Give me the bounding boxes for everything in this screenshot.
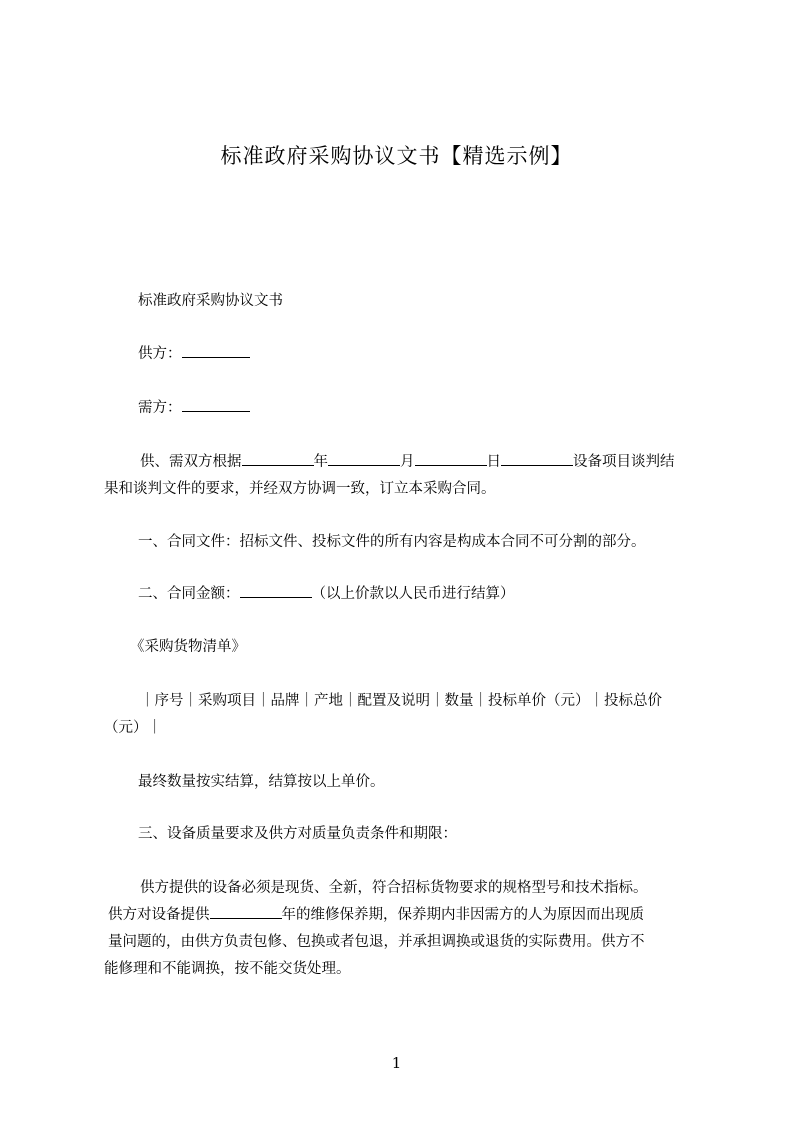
- quality-line-2: [104, 902, 708, 929]
- page-number: 1: [391, 1054, 402, 1072]
- maintenance-years-blank: [210, 904, 282, 919]
- intro-text: 供、需双方根据: [140, 454, 242, 470]
- quality-text: 供方对设备提供: [108, 907, 210, 923]
- table-header-line-1: ｜序号｜采购项目｜品牌｜产地｜配置及说明｜数量｜投标单价（元）｜投标总价: [140, 693, 662, 709]
- clause-2: [104, 581, 738, 608]
- quality-text-2: 年的维修保养期，保养期内非因需方的人为原因而出现质: [281, 907, 644, 923]
- quality-line-4: 能修理和不能调换，按不能交货处理。: [104, 961, 351, 977]
- buyer-label: 需方：: [138, 400, 182, 416]
- intro-text-2: 设备项目谈判结: [573, 454, 675, 470]
- intro-blank-3: [415, 451, 487, 466]
- supplier-blank: [182, 343, 250, 358]
- final-note: 最终数量按实结算，结算按以上单价。: [138, 774, 385, 790]
- intro-blank-2: [328, 451, 400, 466]
- intro-blank-1: [242, 451, 314, 466]
- quality-line-1: 供方提供的设备必须是现货、全新，符合招标货物要求的规格型号和技术指标。: [140, 880, 648, 896]
- clause-3: 三、设备质量要求及供方对质量负责条件和期限：: [138, 826, 457, 842]
- buyer-line: [104, 395, 738, 422]
- table-header-line-2: （元）｜: [104, 720, 162, 736]
- supplier-line: [104, 341, 738, 368]
- intro-year: 年: [313, 454, 328, 470]
- buyer-blank: [182, 397, 250, 412]
- document-title: 标准政府采购协议文书【精选示例】: [220, 144, 573, 168]
- clause-1: 一、合同文件：招标文件、投标文件的所有内容是构成本合同不可分割的部分。: [138, 534, 646, 550]
- clause-2-note: （以上价款以人民币进行结算）: [311, 586, 515, 602]
- goods-list-title: 《采购货物清单》: [130, 639, 246, 655]
- clause-2-label: 二、合同金额：: [138, 586, 240, 602]
- subtitle: 标准政府采购协议文书: [138, 293, 283, 309]
- intro-line-1: [104, 449, 740, 476]
- quality-line-3: 量问题的，由供方负责包修、包换或者包退，并承担调换或退货的实际费用。供方不: [108, 934, 645, 950]
- supplier-label: 供方：: [138, 346, 182, 362]
- intro-month: 月: [400, 454, 415, 470]
- intro-day: 日: [486, 454, 501, 470]
- intro-blank-4: [501, 451, 573, 466]
- contract-amount-blank: [240, 583, 312, 598]
- intro-line-2: 果和谈判文件的要求，并经双方协调一致，订立本采购合同。: [104, 481, 496, 497]
